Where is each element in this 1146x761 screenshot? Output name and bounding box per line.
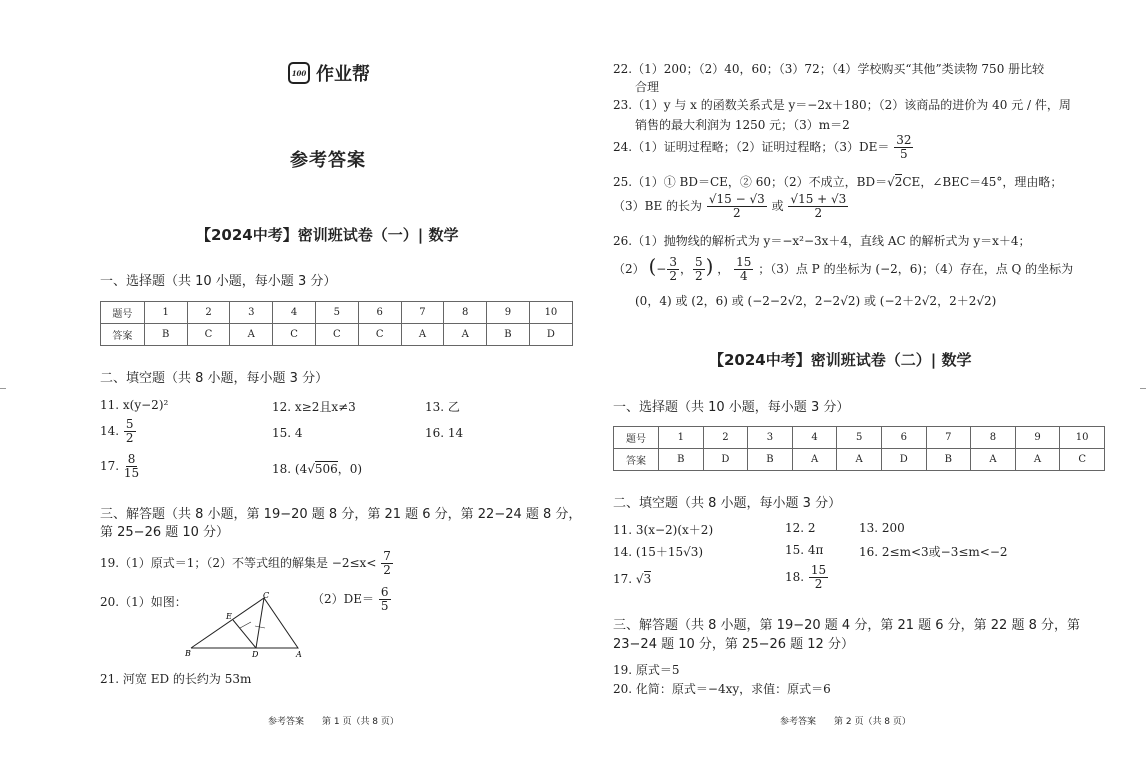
part2-heading: 二、填空题（共 8 小题，每小题 3 分） (613, 496, 842, 511)
table-cell-answer: A (401, 324, 444, 346)
fraction-denominator: 2 (814, 206, 823, 221)
part3-heading-line2: 第 25−26 题 10 分） (100, 525, 230, 540)
fraction-numerator: 7 (383, 549, 391, 563)
label-C: C (263, 592, 270, 600)
table-cell-answer: B (659, 449, 704, 471)
table-cell-answer: C (358, 324, 401, 346)
table-row-numbers (614, 427, 1105, 449)
answer-q25-radicand: 2 (894, 175, 903, 189)
part1-heading: 一、选择题（共 10 小题，每小题 3 分） (613, 400, 850, 415)
answer-q26-point-y (693, 256, 705, 283)
fill-q14 (100, 418, 137, 445)
answer-q26-point-x (667, 256, 679, 283)
answer-q24-text: 24.（1）证明过程略；（2）证明过程略；（3）DE＝ (613, 140, 890, 155)
table-cell-number: 3 (230, 302, 273, 324)
segment-ED (233, 620, 256, 648)
table-cell-number: 7 (401, 302, 444, 324)
table-cell-number: 10 (529, 302, 572, 324)
left-paren-icon: ( (648, 254, 657, 278)
answer-q20-part2 (312, 586, 392, 613)
fill-q14-label: 14. (100, 424, 120, 439)
table-header-label: 题号 (101, 302, 145, 324)
page-footer: 参考答案 第 1 页（共 8 页） (268, 717, 399, 727)
table-cell-number: 2 (703, 427, 748, 449)
answer-q25-line2 (613, 193, 849, 220)
table-cell-number: 9 (487, 302, 530, 324)
answer-q26-line2: （2） (− $\frac{3}{2}$ ， $\frac{5}{2}$ ) ， $\frac{15}{4}$ ；（3）点 P 的坐标为 (−2，6)；（4）存在，点 Q 的坐标为 (613, 254, 1074, 283)
answer-q20-part1: 20.（1）如图： (100, 595, 187, 609)
fraction-numerator: 5 (695, 254, 703, 269)
part3-heading-line1: 三、解答题（共 8 小题，第 19−20 题 4 分，第 21 题 6 分，第 22 题 8 分，第 (613, 618, 1080, 633)
fraction-denominator: 4 (739, 269, 748, 283)
table-cell-answer: C (1060, 449, 1105, 471)
label-D: D (252, 650, 259, 659)
answer-q19: 19. 原式＝5 (613, 663, 680, 677)
fraction-numerator: √15 + √3 (790, 192, 847, 206)
table-cell-number: 6 (881, 427, 926, 449)
answer-q25-line1 (613, 173, 1062, 190)
fraction-numerator: 6 (380, 585, 389, 599)
table-row-answers (101, 324, 573, 346)
part2-heading: 二、填空题（共 8 小题，每小题 3 分） (100, 371, 329, 386)
logo-badge-icon: 100 (288, 62, 310, 84)
fraction-denominator: 2 (732, 206, 741, 221)
answer-q26-line2-end: ；（3）点 P 的坐标为 (−2，6)；（4）存在，点 Q 的坐标为 (758, 262, 1074, 276)
right-page (573, 0, 1146, 761)
table-row-answers (614, 449, 1105, 471)
fraction-denominator: 2 (125, 431, 134, 446)
table-cell-answer: C (187, 324, 230, 346)
table-cell-answer: D (703, 449, 748, 471)
table-cell-answer: B (144, 324, 187, 346)
answer-q25-fraction-2 (788, 193, 848, 220)
answer-q25-or: 或 (771, 199, 784, 214)
table-cell-answer: A (230, 324, 273, 346)
sqrt-sign-icon: √ (887, 175, 895, 189)
logo-text: 作业帮 (316, 64, 370, 85)
answer-q19-fraction (381, 550, 393, 577)
answer-table-2 (613, 426, 1105, 471)
table-cell-answer: D (881, 449, 926, 471)
answer-q25-line1-end: CE，∠BEC＝45°，理由略； (902, 175, 1063, 189)
fill-q18-label: 18. (785, 570, 805, 585)
label-E: E (226, 612, 232, 621)
answer-q21: 21. 河宽 ED 的长约为 53m (100, 672, 252, 686)
fraction-denominator: 5 (380, 599, 389, 614)
table-cell-answer: A (444, 324, 487, 346)
table-cell-answer: B (487, 324, 530, 346)
fill-q18 (272, 460, 362, 477)
sqrt-sign-icon: √ (635, 572, 644, 586)
table-cell-number: 8 (444, 302, 487, 324)
table-cell-answer: D (529, 324, 572, 346)
table-cell-answer: A (1015, 449, 1060, 471)
fraction-numerator: 15 (810, 563, 827, 577)
answer-q23-line1: 23.（1）y 与 x 的函数关系式是 y＝−2x＋180；（2）该商品的进价为 40 元 / 件，周 (613, 98, 1071, 112)
exam-title-2: 【2024中考】密训班试卷（二）| 数学 (709, 351, 972, 369)
answer-q25-fraction-1 (707, 193, 767, 220)
answer-q26-fraction (734, 256, 753, 283)
triangle-outline (191, 598, 298, 648)
answer-q22-line1: 22.（1）200；（2）40，60；（3）72；（4）学校购买“其他”类读物 750 册比较 (613, 62, 1045, 76)
fraction-numerator: √15 − √3 (708, 192, 765, 206)
table-cell-number: 4 (273, 302, 316, 324)
answer-q19-text: 19.（1）原式＝1；（2）不等式组的解集是 −2≤x< (100, 556, 377, 571)
answer-q26-line1: 26.（1）抛物线的解析式为 y＝−x²−3x＋4，直线 AC 的解析式为 y＝x＋4； (613, 234, 1031, 248)
fraction-denominator: 2 (383, 563, 391, 578)
triangle-figure (185, 592, 305, 660)
answer-q23-line2: 销售的最大利润为 1250 元；（3）m＝2 (635, 118, 850, 132)
answer-q25-line2-text: （3）BE 的长为 (613, 199, 703, 214)
table-cell-answer: C (315, 324, 358, 346)
answer-table-1 (100, 301, 573, 346)
table-cell-answer: C (273, 324, 316, 346)
answer-q25-line1-start: 25.（1）① BD＝CE，② 60；（2）不成立，BD＝ (613, 175, 888, 189)
fraction-denominator: 2 (669, 269, 677, 283)
fill-q15: 15. 4π (785, 543, 824, 557)
fill-q18-start: 18. (4 (272, 462, 308, 476)
right-paren-icon: ) (705, 254, 714, 278)
fill-q18 (785, 564, 829, 591)
fill-q17-fraction (124, 453, 139, 480)
fill-q13: 13. 乙 (425, 400, 460, 414)
table-cell-answer: A (837, 449, 882, 471)
table-cell-number: 1 (144, 302, 187, 324)
fill-q18-fraction (809, 564, 828, 591)
table-cell-number: 6 (358, 302, 401, 324)
fill-q11: 11. 3(x−2)(x＋2) (613, 523, 714, 537)
answer-q24-fraction (894, 134, 913, 161)
table-cell-number: 3 (748, 427, 793, 449)
table-row-numbers (101, 302, 573, 324)
fraction-denominator: 15 (123, 466, 140, 481)
fill-q18-radicand: 506 (314, 462, 338, 476)
answer-q20: 20. 化简：原式＝−4xy，求值：原式＝6 (613, 682, 831, 696)
table-cell-answer: A (792, 449, 837, 471)
answer-q26-comma: ， (717, 262, 730, 276)
part1-heading: 一、选择题（共 10 小题，每小题 3 分） (100, 274, 337, 289)
exam-title-1: 【2024中考】密训班试卷（一）| 数学 (196, 226, 459, 244)
table-cell-number: 9 (1015, 427, 1060, 449)
fraction-denominator: 5 (900, 147, 908, 162)
fraction-numerator: 5 (125, 417, 134, 431)
answer-q26-line2-start: （2） (613, 262, 645, 276)
table-header-label: 题号 (614, 427, 659, 449)
label-B: B (185, 649, 191, 658)
fill-q17 (100, 453, 140, 480)
table-cell-number: 1 (659, 427, 704, 449)
fraction-numerator: 8 (127, 452, 136, 466)
fill-q14-fraction (124, 418, 136, 445)
fill-q12: 12. 2 (785, 521, 816, 535)
table-cell-answer: B (926, 449, 971, 471)
answer-q24 (613, 134, 914, 161)
tick-mark (255, 626, 265, 628)
answer-q26-line3: (0，4) 或 (2，6) 或 (−2−2√2，2−2√2) 或 (−2＋2√2，2＋2√2) (635, 294, 997, 308)
part3-heading-line2: 23−24 题 10 分，第 25−26 题 12 分） (613, 637, 854, 652)
fraction-numerator: 15 (736, 254, 752, 269)
table-cell-number: 7 (926, 427, 971, 449)
table-answer-label: 答案 (614, 449, 659, 471)
table-cell-number: 10 (1060, 427, 1105, 449)
tick-mark (240, 622, 251, 628)
answer-q20-fraction (379, 586, 391, 613)
fill-q16: 16. 2≤m<3或−3≤m<−2 (859, 545, 1008, 559)
fill-q17-label: 17. (613, 572, 636, 586)
fill-q12: 12. x≥2且x≠3 (272, 400, 356, 414)
table-cell-number: 8 (971, 427, 1016, 449)
table-cell-answer: A (971, 449, 1016, 471)
sqrt-sign-icon: √ (307, 462, 315, 476)
segment-CD (256, 598, 264, 648)
fill-q17-radicand: 3 (643, 572, 652, 586)
fill-q18-end: ，0) (337, 462, 363, 476)
table-answer-label: 答案 (101, 324, 145, 346)
fraction-denominator: 2 (695, 269, 703, 283)
table-cell-number: 5 (315, 302, 358, 324)
table-cell-answer: B (748, 449, 793, 471)
zuoyebang-logo (288, 60, 370, 86)
table-cell-number: 2 (187, 302, 230, 324)
label-A: A (296, 650, 302, 659)
part3-heading-line1: 三、解答题（共 8 小题，第 19−20 题 8 分，第 21 题 6 分，第 22−24 题 8 分， (100, 507, 582, 522)
minus-sign: − (656, 262, 667, 276)
document-title: 参考答案 (290, 150, 366, 171)
fill-q13: 13. 200 (859, 521, 905, 535)
fill-q15: 15. 4 (272, 426, 303, 440)
page-footer: 参考答案 第 2 页（共 8 页） (780, 717, 911, 727)
answer-q19 (100, 550, 394, 577)
fill-q16: 16. 14 (425, 426, 464, 440)
fill-q17-label: 17. (100, 459, 120, 474)
fill-q17 (613, 572, 651, 586)
fill-q14: 14. (15＋15√3) (613, 545, 704, 559)
table-cell-number: 4 (792, 427, 837, 449)
answer-q20-part2-text: （2）DE＝ (312, 592, 375, 607)
answer-q22-line2: 合理 (635, 80, 660, 94)
fraction-denominator: 2 (814, 577, 823, 592)
fraction-numerator: 3 (669, 254, 677, 269)
table-cell-number: 5 (837, 427, 882, 449)
fraction-numerator: 32 (896, 133, 912, 147)
fill-q11: 11. x(y−2)² (100, 398, 169, 412)
